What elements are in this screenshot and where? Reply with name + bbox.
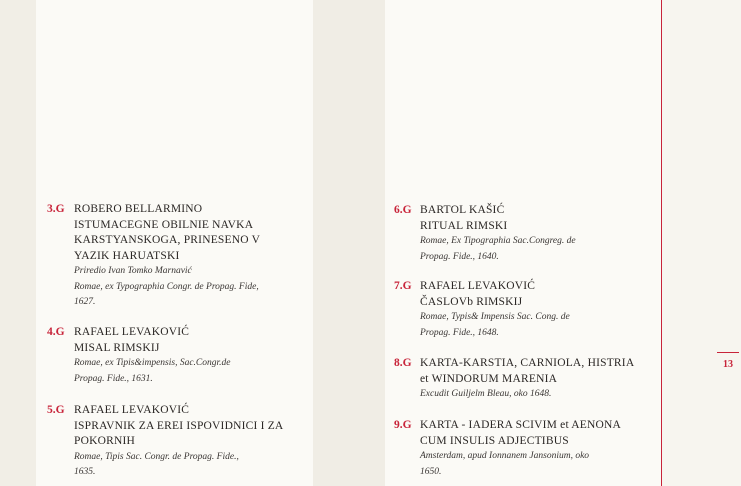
entry-detail-line: Excudit Guiljelm Bleau, oko 1648. [420,389,552,399]
entry-detail-line: Romae, ex Tipis&impensis, Sac.Congr.de [74,358,231,368]
entry-detail-line: Romae, ex Typographia Congr. de Propag. Fide, [74,281,259,292]
entry-title-line: KARTA-KARSTIA, CARNIOLA, HISTRIA [420,357,635,369]
entry-detail-line: 1627. [74,297,96,307]
left-margin [0,0,36,486]
entry-detail-line: 1650. [420,466,442,477]
entry-title-line: YAZIK HARUATSKI [74,249,180,262]
entry-title-line: RAFAEL LEVAKOVIĆ [74,404,190,416]
entry-detail-line: Propag. Fide., 1640. [420,251,499,262]
entry-detail-line: Amsterdam, apud Ionnanem Jansonium, oko [420,451,590,461]
page-number-rule [717,352,739,353]
entry-number: 6.G [394,204,412,216]
entry-detail-line: Romae, Typis& Impensis Sac. Cong. de [420,312,570,322]
entry-title-line: ČASLOVb RIMSKIJ [420,295,523,308]
entry-title-line: RAFAEL LEVAKOVIĆ [74,326,190,338]
page-gutter [313,0,385,486]
entry-title-line: ISPRAVNIK ZA EREI ISPOVIDNICI I ZA [74,419,284,432]
entry-title-line: KARTA - IADERA SCIVIM et AENONA [420,419,622,431]
page-number: 13 [723,359,733,370]
entry-title-line: BARTOL KAŠIĆ [420,204,505,216]
entry-detail-line: 1635. [74,467,96,477]
entry-title-line: ISTUMACEGNE OBILNIE NAVKA [74,218,254,231]
entry-title-line: ROBERO BELLARMINO [74,203,203,215]
entry-detail-line: Propag. Fide., 1648. [420,327,499,338]
entry-title-line: MISAL RIMSKIJ [74,341,160,354]
entry-number: 7.G [394,280,412,292]
entry-detail-line: Propag. Fide., 1631. [74,373,153,384]
entry-detail-line: Romae, Tipis Sac. Congr. de Propag. Fide., [74,451,239,462]
entry-detail-line: Priredio Ivan Tomko Marnavić [74,266,192,276]
entry-title-line: POKORNIH [74,435,136,447]
entry-number: 3.G [47,203,65,215]
entry-detail-line: Romae, Ex Tipographia Sac.Congreg. de [420,236,576,246]
entry-title-line: RITUAL RIMSKI [420,219,508,232]
entry-title-line: KARSTYANSKOGA, PRINESENO V [74,234,261,246]
entry-title-line: CUM INSULIS ADJECTIBUS [420,434,569,447]
entry-title-line: et WINDORUM MARENIA [420,372,558,385]
entry-title-line: RAFAEL LEVAKOVIĆ [420,280,536,292]
entry-number: 4.G [47,326,65,338]
vertical-red-rule [661,0,662,486]
entry-number: 9.G [394,419,412,431]
page-edge [661,0,741,486]
entry-number: 8.G [394,357,412,369]
entry-number: 5.G [47,404,65,416]
